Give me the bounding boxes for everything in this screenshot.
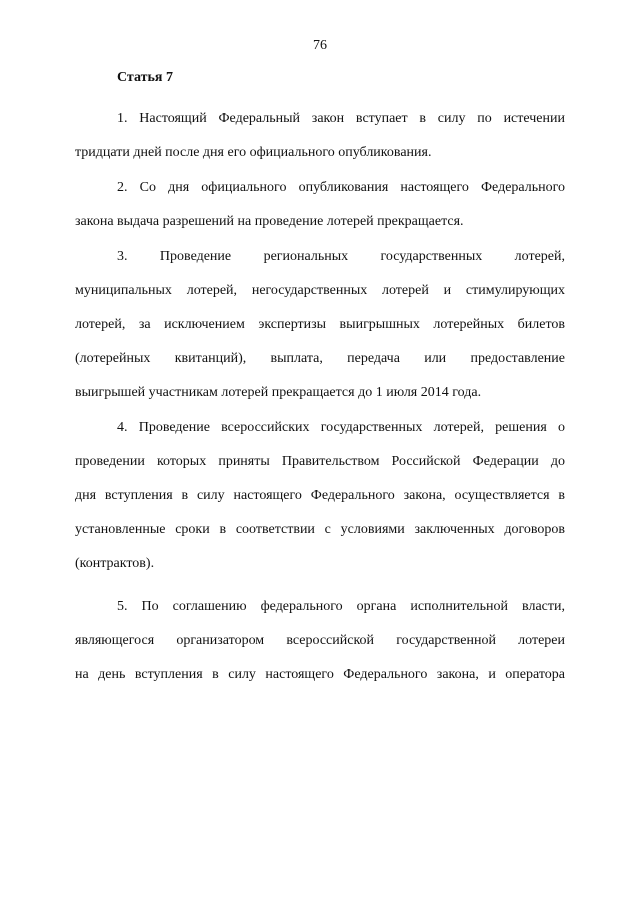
paragraph-line: закона выдача разрешений на проведение лотерей прекращается. xyxy=(75,214,464,229)
paragraph-line: лотерей, за исключением экспертизы выигрышных лотерейных билетов xyxy=(75,317,565,332)
paragraph-line: 3. Проведение региональных государственных лотерей, xyxy=(117,249,565,264)
paragraph-1 xyxy=(75,102,565,170)
paragraph-4 xyxy=(75,411,565,581)
article-body xyxy=(75,102,565,692)
paragraph-2 xyxy=(75,171,565,239)
paragraph-line: (контрактов). xyxy=(75,556,155,571)
paragraph-line: 5. По соглашению федерального органа исполнительной власти, xyxy=(117,599,565,614)
paragraph-line: выигрышей участникам лотерей прекращается до 1 июля 2014 года. xyxy=(75,385,482,400)
paragraph-3 xyxy=(75,240,565,410)
paragraph-line: проведении которых приняты Правительством Российской Федерации до xyxy=(75,454,565,469)
paragraph-line: установленные сроки в соответствии с условиями заключенных договоров xyxy=(75,522,565,537)
paragraph-line: тридцати дней после дня его официального опубликования. xyxy=(75,145,432,160)
article-title: Статья 7 xyxy=(117,70,173,85)
paragraph-line: 1. Настоящий Федеральный закон вступает в силу по истечении xyxy=(117,111,565,126)
paragraph-line: (лотерейных квитанций), выплата, передача или предоставление xyxy=(75,351,565,366)
paragraph-line: 2. Со дня официального опубликования настоящего Федерального xyxy=(117,180,565,195)
paragraph-line: дня вступления в силу настоящего Федерального закона, осуществляется в xyxy=(75,488,565,503)
paragraph-line: являющегося организатором всероссийской государственной лотереи xyxy=(75,633,565,648)
page-number: 76 xyxy=(313,38,327,53)
paragraph-line: муниципальных лотерей, негосударственных лотерей и стимулирующих xyxy=(75,283,565,298)
paragraph-line: на день вступления в силу настоящего Федерального закона, и оператора xyxy=(75,667,565,682)
paragraph-5 xyxy=(75,590,565,692)
paragraph-line: 4. Проведение всероссийских государственных лотерей, решения о xyxy=(117,420,565,435)
